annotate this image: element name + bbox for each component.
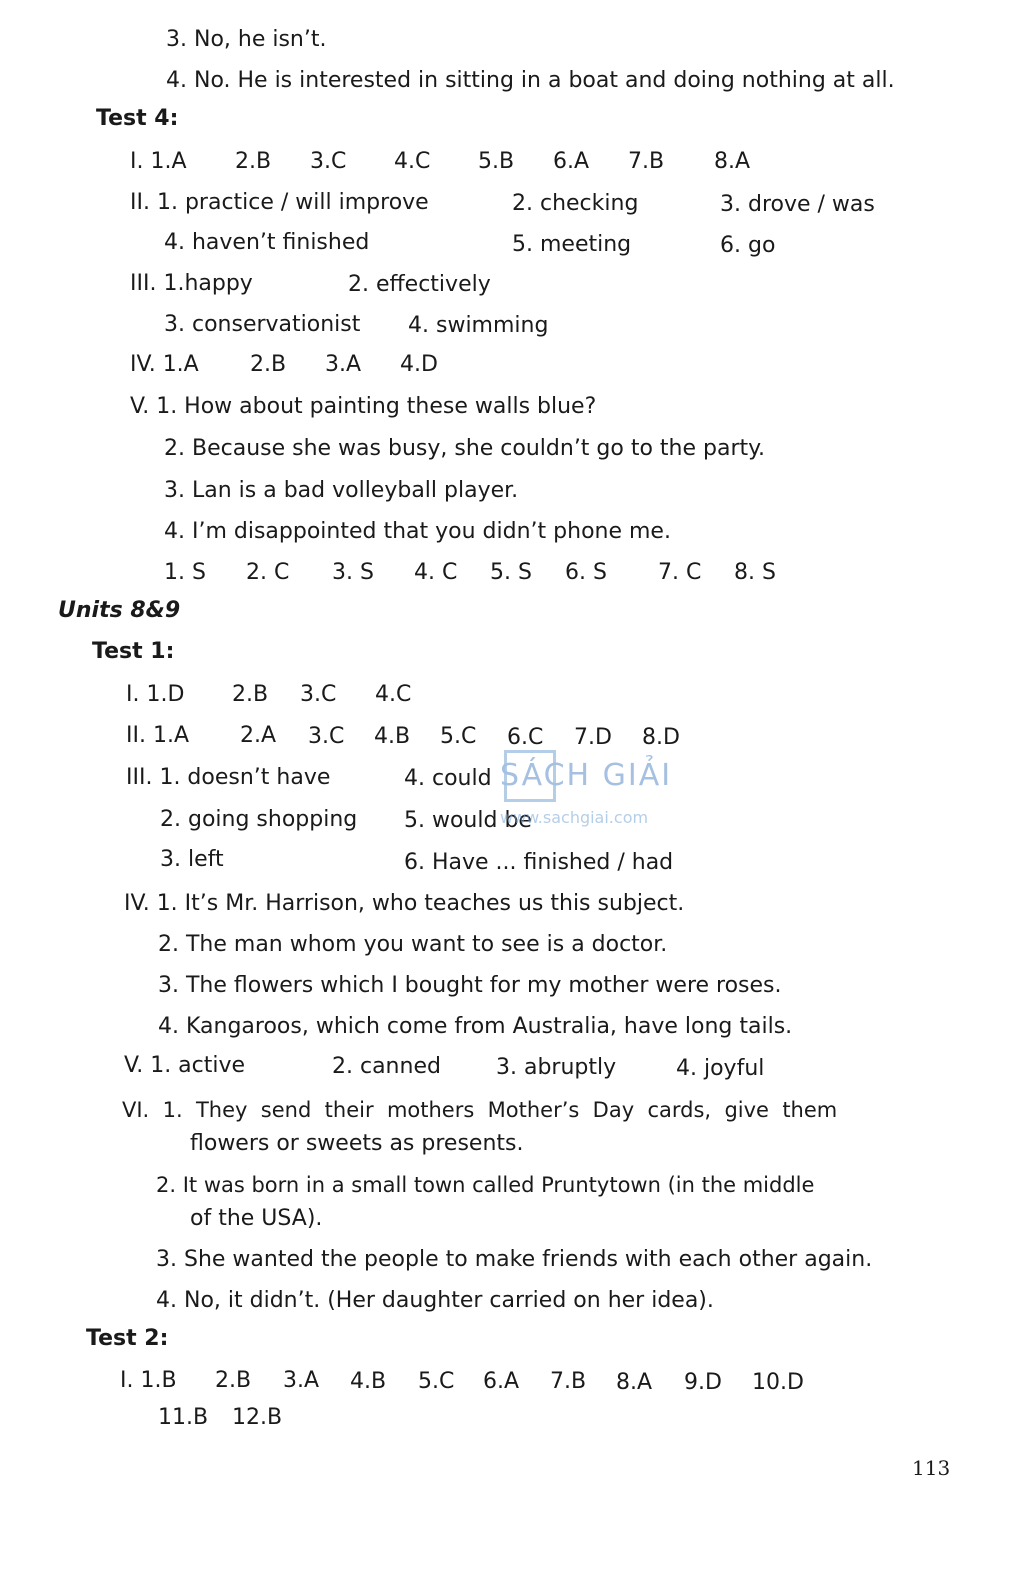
answer-item: 3. left — [160, 847, 224, 872]
answer-item: 2.A — [240, 723, 277, 748]
answer-item: 3. S — [332, 560, 374, 585]
test-heading: Test 2: — [86, 1326, 169, 1351]
answer-line: 3. Lan is a bad volleyball player. — [164, 478, 519, 503]
answer-item: 5. meeting — [512, 232, 632, 257]
answer-line: IV. 1. It’s Mr. Harrison, who teaches us this subject. — [124, 891, 685, 916]
answer-line: flowers or sweets as presents. — [190, 1131, 524, 1156]
answer-item: 6. go — [720, 233, 776, 258]
answer-item: 6.A — [483, 1369, 520, 1394]
answer-item: 3. abruptly — [496, 1055, 617, 1080]
answer-item: I. 1.B — [120, 1368, 177, 1393]
answer-line: 4. No. He is interested in sitting in a boat and doing nothing at all. — [166, 68, 895, 93]
answer-item: 8. S — [734, 560, 776, 585]
answer-item: 3.C — [300, 682, 337, 707]
answer-item: 2. C — [246, 560, 290, 585]
answer-item: 5. would be — [404, 808, 532, 833]
answer-item: 7.B — [628, 149, 665, 174]
answer-item: 2. checking — [512, 191, 639, 216]
answer-item: 5.B — [478, 149, 515, 174]
answer-item: 3.A — [325, 352, 362, 377]
answer-item: III. 1. doesn’t have — [126, 765, 331, 790]
answer-item: 4.D — [400, 352, 438, 377]
answer-item: 3. drove / was — [720, 192, 875, 217]
answer-item: 3. conservationist — [164, 312, 361, 337]
answer-item: 4.B — [374, 724, 411, 749]
test-heading: Test 4: — [96, 106, 179, 131]
answer-item: 2.B — [232, 682, 269, 707]
answer-item: III. 1.happy — [130, 271, 253, 296]
answer-item: 4.B — [350, 1369, 387, 1394]
answer-item: 4. joyful — [676, 1056, 765, 1081]
answer-item: 6.A — [553, 149, 590, 174]
answer-item: 11.B — [158, 1405, 209, 1430]
answer-item: 6. S — [565, 560, 607, 585]
answer-line: 2. Because she was busy, she couldn’t go to the party. — [164, 436, 766, 461]
answer-item: I. 1.D — [126, 682, 185, 707]
answer-item: 2. going shopping — [160, 807, 358, 832]
answer-item: 6.C — [507, 725, 544, 750]
answer-item: 6. Have ... finished / had — [404, 850, 674, 875]
answer-line: 3. The flowers which I bought for my mother were roses. — [158, 973, 782, 998]
watermark-site: www.sachgiai.com — [500, 808, 649, 827]
answer-item: 2. canned — [332, 1054, 441, 1079]
answer-item: 12.B — [232, 1405, 283, 1430]
answer-item: II. 1. practice / will improve — [130, 190, 429, 215]
answer-line: 4. I’m disappointed that you didn’t phone me. — [164, 519, 671, 544]
answer-item: 7. C — [658, 560, 702, 585]
answer-item: 2.B — [235, 149, 272, 174]
answer-item: 5.C — [440, 724, 477, 749]
answer-line: 2. It was born in a small town called Pruntytown (in the middle — [156, 1173, 815, 1197]
answer-item: 1. S — [164, 560, 206, 585]
answer-item: IV. 1.A — [130, 352, 199, 377]
answer-line: of the USA). — [190, 1206, 323, 1231]
answer-item: 8.D — [642, 725, 680, 750]
answer-line: 3. She wanted the people to make friends with each other again. — [156, 1247, 873, 1272]
answer-item: 4. could — [404, 766, 492, 791]
answer-line: 3. No, he isn’t. — [166, 27, 327, 52]
answer-item: 4. haven’t finished — [164, 230, 370, 255]
answer-item: 8.A — [714, 149, 751, 174]
watermark-brand: SÁCH GIẢI — [500, 758, 673, 793]
unit-heading: Units 8&9 — [58, 598, 181, 623]
answer-item: 4. C — [414, 560, 458, 585]
answer-line: VI. 1. They send their mothers Mother’s Day cards, give them — [122, 1098, 838, 1122]
answer-item: 8.A — [616, 1370, 653, 1395]
answer-item: 3.C — [310, 149, 347, 174]
answer-item: 2.B — [250, 352, 287, 377]
answer-item: 4.C — [394, 149, 431, 174]
answer-item: 4. swimming — [408, 313, 549, 338]
answer-item: 5.C — [418, 1369, 455, 1394]
answer-item: 2. effectively — [348, 272, 491, 297]
answer-line: V. 1. How about painting these walls blue? — [130, 394, 597, 419]
answer-item: 9.D — [684, 1370, 722, 1395]
answer-item: 10.D — [752, 1370, 804, 1395]
test-heading: Test 1: — [92, 639, 175, 664]
answer-item: 2.B — [215, 1368, 252, 1393]
answer-item: I. 1.A — [130, 149, 187, 174]
answer-item: 3.C — [308, 724, 345, 749]
answer-line: 2. The man whom you want to see is a doctor. — [158, 932, 668, 957]
answer-item: 7.D — [574, 725, 612, 750]
answer-item: 7.B — [550, 1369, 587, 1394]
page-number: 113 — [912, 1456, 951, 1480]
answer-line: 4. Kangaroos, which come from Australia, have long tails. — [158, 1014, 793, 1039]
answer-item: 3.A — [283, 1368, 320, 1393]
answer-item: 5. S — [490, 560, 532, 585]
answer-item: II. 1.A — [126, 723, 190, 748]
answer-line: 4. No, it didn’t. (Her daughter carried on her idea). — [156, 1288, 714, 1313]
answer-item: V. 1. active — [124, 1053, 246, 1078]
answer-item: 4.C — [375, 682, 412, 707]
